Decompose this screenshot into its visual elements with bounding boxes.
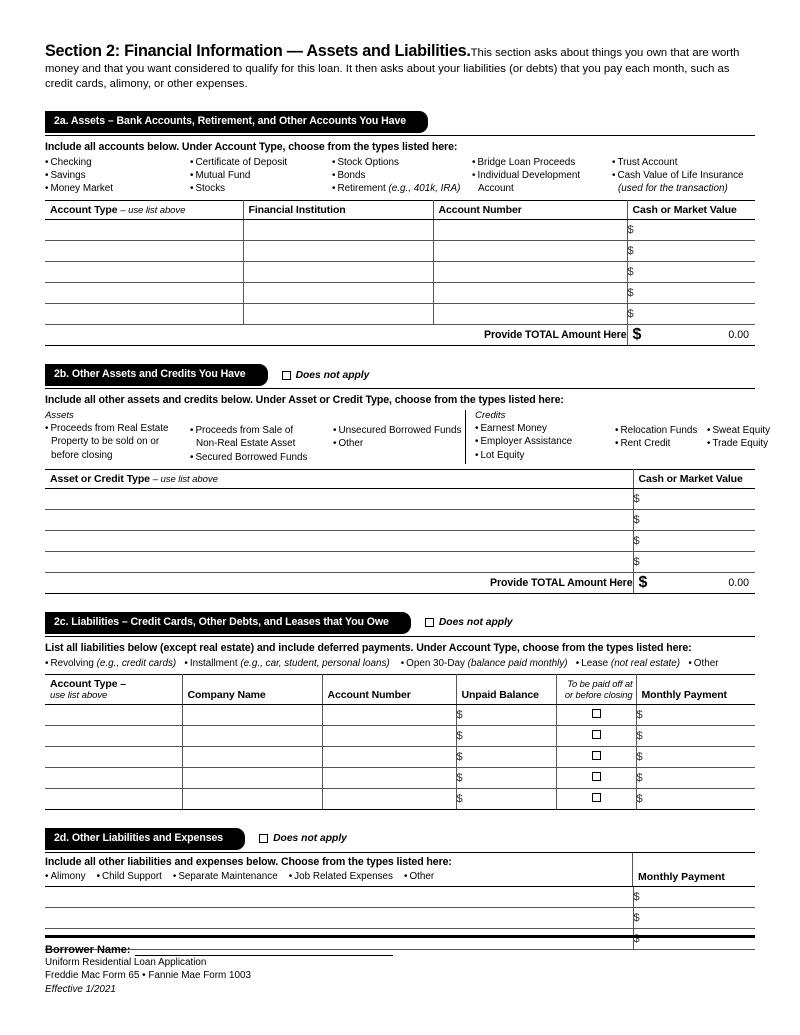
cell-asset-type[interactable] — [45, 551, 633, 572]
type-item: Cash Value of Life Insurance — [617, 169, 744, 181]
type-column-1: • Checking • Savings • Money Market — [45, 156, 114, 194]
cell-account-number[interactable] — [322, 788, 456, 809]
other-liabilities-header — [45, 852, 755, 887]
cell-account-type[interactable] — [45, 788, 182, 809]
cell-monthly-payment[interactable]: $ — [636, 725, 755, 746]
cell-unpaid-balance[interactable]: $ — [456, 767, 556, 788]
other-assets-bottom-rule — [45, 593, 755, 594]
type-item: Checking — [50, 156, 92, 168]
cell-account-type[interactable] — [45, 725, 182, 746]
cell-monthly-payment[interactable]: $ — [633, 933, 640, 946]
total-label: Provide TOTAL Amount Here — [490, 576, 633, 589]
checkbox-icon[interactable] — [592, 709, 601, 718]
cell-asset-type[interactable] — [45, 530, 633, 551]
cell-paid-off-checkbox[interactable] — [556, 704, 636, 725]
type-note: (not real estate) — [610, 657, 681, 669]
type-item: Money Market — [50, 182, 114, 194]
cell-account-number[interactable] — [322, 725, 456, 746]
credits-column-2: • Relocation Funds • Rent Credit — [615, 425, 698, 450]
type-item: before closing — [51, 449, 113, 461]
checkbox-icon[interactable] — [282, 371, 291, 380]
cell-cash-value[interactable]: $ — [627, 241, 755, 262]
cell-account-number[interactable] — [433, 220, 627, 241]
cell-monthly-payment[interactable]: $ — [636, 792, 643, 805]
type-item: Other — [409, 870, 435, 882]
type-column-4: • Bridge Loan Proceeds • Individual Development Account — [472, 156, 581, 194]
type-item: Stocks — [195, 182, 226, 194]
checkbox-icon[interactable] — [259, 834, 268, 843]
table-row[interactable] — [45, 304, 755, 325]
cell-unpaid-balance[interactable]: $ — [456, 704, 556, 725]
assets-table-body — [45, 220, 755, 346]
col-cash-or-market-value: Cash or Market Value — [633, 469, 755, 488]
table-row[interactable] — [45, 551, 755, 572]
assets-column-2: • Proceeds from Sale of Non-Real Estate Asset • Secured Borrowed Funds — [190, 425, 308, 463]
cell-account-number[interactable] — [433, 262, 627, 283]
type-item: Mutual Fund — [195, 169, 251, 181]
type-item: Unsecured Borrowed Funds — [338, 425, 462, 437]
cell-cash-value[interactable]: $ — [633, 530, 755, 551]
cell-cash-value[interactable]: $ — [633, 551, 755, 572]
assets-group-title: Assets — [45, 410, 74, 422]
footer-line-2: Freddie Mac Form 65 • Fannie Mae Form 1003 — [45, 970, 251, 982]
cell-liability-type[interactable] — [45, 887, 633, 908]
assets-column-3: • Unsecured Borrowed Funds • Other — [333, 425, 462, 450]
cell-account-number[interactable] — [433, 304, 627, 325]
cell-paid-off-checkbox[interactable] — [556, 767, 636, 788]
checkbox-icon[interactable] — [592, 793, 601, 802]
table-row[interactable] — [45, 262, 755, 283]
cell-account-type[interactable] — [45, 262, 243, 283]
other-liabilities-instructions: Include all other liabilities and expenses below. Choose from the types listed here: • Alimony • Child Support • Separate Maintenance • Job Related Expenses • Other — [45, 853, 633, 886]
section-2d-does-not-apply[interactable]: Does not apply — [259, 833, 347, 844]
total-label: Provide TOTAL Amount Here — [484, 329, 627, 342]
table-row[interactable] — [45, 725, 755, 746]
type-item: Retirement — [337, 182, 386, 194]
col-monthly-payment: Monthly Payment — [638, 871, 725, 884]
cell-company-name[interactable] — [182, 746, 322, 767]
assets-table-header-row — [45, 201, 755, 220]
borrower-name-input[interactable] — [135, 943, 393, 956]
type-item: Property to be sold on or — [51, 436, 160, 448]
type-item: Savings — [50, 169, 86, 181]
cell-account-type[interactable] — [45, 746, 182, 767]
section-2b-instruction: Include all other assets and credits below. Under Asset or Credit Type, choose from the types listed here: — [45, 394, 564, 407]
type-note: (e.g., car, student, personal loans) — [240, 657, 390, 669]
type-item: Secured Borrowed Funds — [195, 451, 308, 463]
total-amount: 0.00 — [728, 576, 749, 589]
credits-column-1: Credits • Earnest Money • Employer Assistance • Lot Equity — [475, 410, 615, 464]
liabilities-table — [45, 674, 755, 809]
cell-paid-off-checkbox[interactable] — [556, 788, 636, 809]
cell-account-type[interactable] — [45, 767, 182, 788]
page-title: Section 2: Financial Information — Assets and Liabilities. — [45, 42, 471, 60]
cell-account-type[interactable] — [45, 283, 243, 304]
col-account-number: Account Number — [322, 674, 456, 704]
section-2a-type-list — [45, 156, 755, 196]
other-assets-total-row — [45, 572, 755, 593]
cell-monthly-payment[interactable]: $ — [636, 746, 755, 767]
type-item: Earnest Money — [480, 423, 547, 435]
table-row[interactable] — [45, 530, 755, 551]
type-item: Lot Equity — [480, 449, 525, 461]
section-2d-instruction: Include all other liabilities and expenses below. Choose from the types listed here: — [45, 855, 452, 868]
cell-account-type[interactable] — [45, 241, 243, 262]
table-row[interactable] — [45, 908, 755, 929]
col-paid-off-at-closing: To be paid off at or before closing — [556, 674, 636, 704]
type-item: Proceeds from Real Estate — [50, 423, 169, 435]
col-financial-institution: Financial Institution — [243, 201, 433, 220]
checkbox-icon[interactable] — [425, 618, 434, 627]
cell-monthly-payment[interactable]: $ — [636, 704, 755, 725]
type-note: (e.g., credit cards) — [96, 657, 177, 669]
table-row[interactable] — [45, 283, 755, 304]
footer-effective-date: Effective 1/2021 — [45, 984, 116, 996]
section-intro — [45, 0, 755, 93]
type-item: Relocation Funds — [620, 425, 698, 437]
credits-group-title: Credits — [475, 410, 506, 422]
type-item: Separate Maintenance — [178, 870, 278, 882]
liabilities-bottom-rule — [45, 809, 755, 810]
cell-cash-value[interactable]: $ — [627, 283, 755, 304]
type-item: (used for the transaction) — [618, 182, 728, 194]
liabilities-body — [45, 704, 755, 809]
type-item: Other — [693, 657, 719, 669]
col-asset-or-credit-type: Asset or Credit Type – use list above — [45, 469, 633, 488]
cell-company-name[interactable] — [182, 725, 322, 746]
cell-monthly-payment[interactable]: $ — [633, 908, 755, 929]
cell-company-name[interactable] — [182, 788, 322, 809]
section-2a-instruction: Include all accounts below. Under Account Type, choose from the types listed here: — [45, 140, 458, 153]
type-column-5: • Trust Account • Cash Value of Life Insurance (used for the transaction) — [612, 156, 744, 194]
checkbox-icon[interactable] — [592, 772, 601, 781]
cell-unpaid-balance[interactable]: $ — [456, 725, 556, 746]
type-item: Trust Account — [617, 156, 678, 168]
section-2c-instruction: List all liabilities below (except real estate) and include deferred payments. Under Account Type, choose from the types listed here: — [45, 641, 692, 654]
section-2d-header — [45, 828, 755, 850]
currency-symbol: $ — [632, 326, 642, 344]
col-account-number: Account Number — [433, 201, 627, 220]
table-row[interactable] — [45, 788, 755, 809]
other-assets-header-row — [45, 469, 755, 488]
cell-monthly-payment[interactable]: $ — [636, 767, 755, 788]
credits-column-3: • Sweat Equity • Trade Equity — [707, 425, 771, 450]
type-item: Installment — [189, 657, 238, 669]
cell-cash-value[interactable]: $ — [633, 509, 755, 530]
section-2b-type-list — [45, 410, 771, 464]
cell-cash-value[interactable]: $ — [627, 262, 755, 283]
type-note: (balance paid monthly) — [467, 657, 568, 669]
liabilities-header-row — [45, 674, 755, 704]
type-item: Certificate of Deposit — [195, 156, 288, 168]
assets-group — [45, 410, 465, 464]
type-item: Open 30-Day — [406, 657, 465, 669]
page-footer — [45, 935, 755, 997]
cell-asset-type[interactable] — [45, 488, 633, 509]
col-monthly-payment: Monthly Payment — [636, 674, 755, 704]
cell-paid-off-checkbox[interactable] — [556, 725, 636, 746]
type-item: Sweat Equity — [712, 425, 771, 437]
table-row[interactable] — [45, 887, 755, 908]
type-item: Employer Assistance — [480, 436, 573, 448]
cell-account-type[interactable] — [45, 704, 182, 725]
table-row[interactable] — [45, 509, 755, 530]
other-assets-table — [45, 469, 755, 593]
cell-financial-institution[interactable] — [243, 262, 433, 283]
cell-unpaid-balance[interactable]: $ — [456, 788, 556, 809]
checkbox-icon[interactable] — [592, 730, 601, 739]
type-item: Proceeds from Sale of — [195, 425, 294, 437]
assets-column-1: Assets • Proceeds from Real Estate Property to be sold on or before closing — [45, 410, 190, 464]
section-2a-header — [45, 111, 755, 133]
type-item: Revolving — [50, 657, 94, 669]
table-row[interactable] — [45, 704, 755, 725]
col-account-type: Account Type – use list above — [45, 201, 243, 220]
section-2c-pill: 2c. Liabilities – Credit Cards, Other Debts, and Leases that You Owe — [45, 612, 411, 634]
cell-account-number[interactable] — [322, 704, 456, 725]
rule-2a — [45, 135, 755, 136]
cell-asset-type[interactable] — [45, 509, 633, 530]
assets-total-row — [45, 325, 755, 346]
type-item: Non-Real Estate Asset — [196, 438, 296, 450]
section-2a-pill: 2a. Assets – Bank Accounts, Retirement, and Other Accounts You Have — [45, 111, 428, 133]
cell-paid-off-checkbox[interactable] — [556, 746, 636, 767]
total-amount: 0.00 — [728, 329, 749, 342]
cell-account-number[interactable] — [433, 283, 627, 304]
rule-2b — [45, 388, 755, 389]
cell-financial-institution[interactable] — [243, 304, 433, 325]
type-item: Bridge Loan Proceeds — [477, 156, 576, 168]
total-value-cell — [633, 572, 755, 593]
footer-line-1: Uniform Residential Loan Application — [45, 956, 207, 968]
type-item: Account — [478, 182, 514, 194]
section-2c-does-not-apply[interactable]: Does not apply — [425, 617, 513, 628]
cell-company-name[interactable] — [182, 767, 322, 788]
retirement-note: (e.g., 401k, IRA) — [388, 182, 461, 194]
cell-financial-institution[interactable] — [243, 283, 433, 304]
section-2b-pill: 2b. Other Assets and Credits You Have — [45, 364, 268, 386]
type-item: Alimony — [50, 870, 86, 882]
borrower-name-label: Borrower Name: — [45, 943, 131, 956]
rule-2c — [45, 636, 755, 637]
cell-unpaid-balance[interactable]: $ — [456, 746, 556, 767]
type-item: Bonds — [337, 169, 366, 181]
table-row[interactable] — [45, 220, 755, 241]
table-row[interactable] — [45, 488, 755, 509]
col-unpaid-balance: Unpaid Balance — [456, 674, 556, 704]
cell-account-type[interactable] — [45, 304, 243, 325]
other-assets-body — [45, 488, 755, 593]
cell-cash-value[interactable]: $ — [627, 304, 755, 325]
table-row[interactable] — [45, 767, 755, 788]
type-item: Stock Options — [337, 156, 399, 168]
page-intro-text: This section asks about things you own that are worth money and that you want considered to qualify for this loan. It then asks about your liabilities (or debts) that you pay each month, such as credit cards, alimony, or other expenses. — [45, 47, 740, 90]
col-cash-or-market-value: Cash or Market Value — [627, 201, 755, 220]
total-value-cell — [627, 325, 755, 346]
section-2b-header — [45, 364, 755, 386]
type-item: Individual Development — [477, 169, 581, 181]
type-item: Other — [338, 438, 364, 450]
type-item: Rent Credit — [620, 438, 671, 450]
type-column-2: • Certificate of Deposit • Mutual Fund • Stocks — [190, 156, 288, 194]
type-item: Lease — [581, 657, 609, 669]
type-item: Child Support — [102, 870, 162, 882]
cell-company-name[interactable] — [182, 704, 322, 725]
type-item: Trade Equity — [712, 438, 769, 450]
cell-cash-value[interactable]: $ — [633, 488, 755, 509]
assets-table — [45, 200, 755, 345]
cell-cash-value[interactable]: $ — [627, 220, 755, 241]
currency-symbol: $ — [638, 573, 648, 591]
cell-account-type[interactable] — [45, 220, 243, 241]
cell-account-number[interactable] — [322, 767, 456, 788]
cell-liability-type[interactable] — [45, 908, 633, 929]
borrower-name-row — [45, 943, 755, 956]
col-account-type: Account Type – use list above — [45, 674, 182, 704]
cell-financial-institution[interactable] — [243, 220, 433, 241]
section-2d-pill: 2d. Other Liabilities and Expenses — [45, 828, 245, 850]
cell-account-number[interactable] — [322, 746, 456, 767]
assets-table-bottom-rule — [45, 345, 755, 346]
credits-group — [465, 410, 770, 464]
section-2b-does-not-apply[interactable]: Does not apply — [282, 370, 370, 381]
cell-account-number[interactable] — [433, 241, 627, 262]
table-row[interactable] — [45, 241, 755, 262]
section-2c-header — [45, 612, 755, 634]
cell-monthly-payment[interactable]: $ — [633, 887, 755, 908]
type-item: Job Related Expenses — [294, 870, 393, 882]
checkbox-icon[interactable] — [592, 751, 601, 760]
section-2c-type-list: • Revolving (e.g., credit cards) • Installment (e.g., car, student, personal loans) • Open 30-Day (balance paid monthly) • Lease (not real estate) • Other — [45, 657, 719, 669]
cell-financial-institution[interactable] — [243, 241, 433, 262]
col-company-name: Company Name — [182, 674, 322, 704]
footer-rule — [45, 935, 755, 938]
table-row[interactable] — [45, 746, 755, 767]
type-column-3: • Stock Options • Bonds • Retirement (e.g., 401k, IRA) — [332, 156, 461, 194]
